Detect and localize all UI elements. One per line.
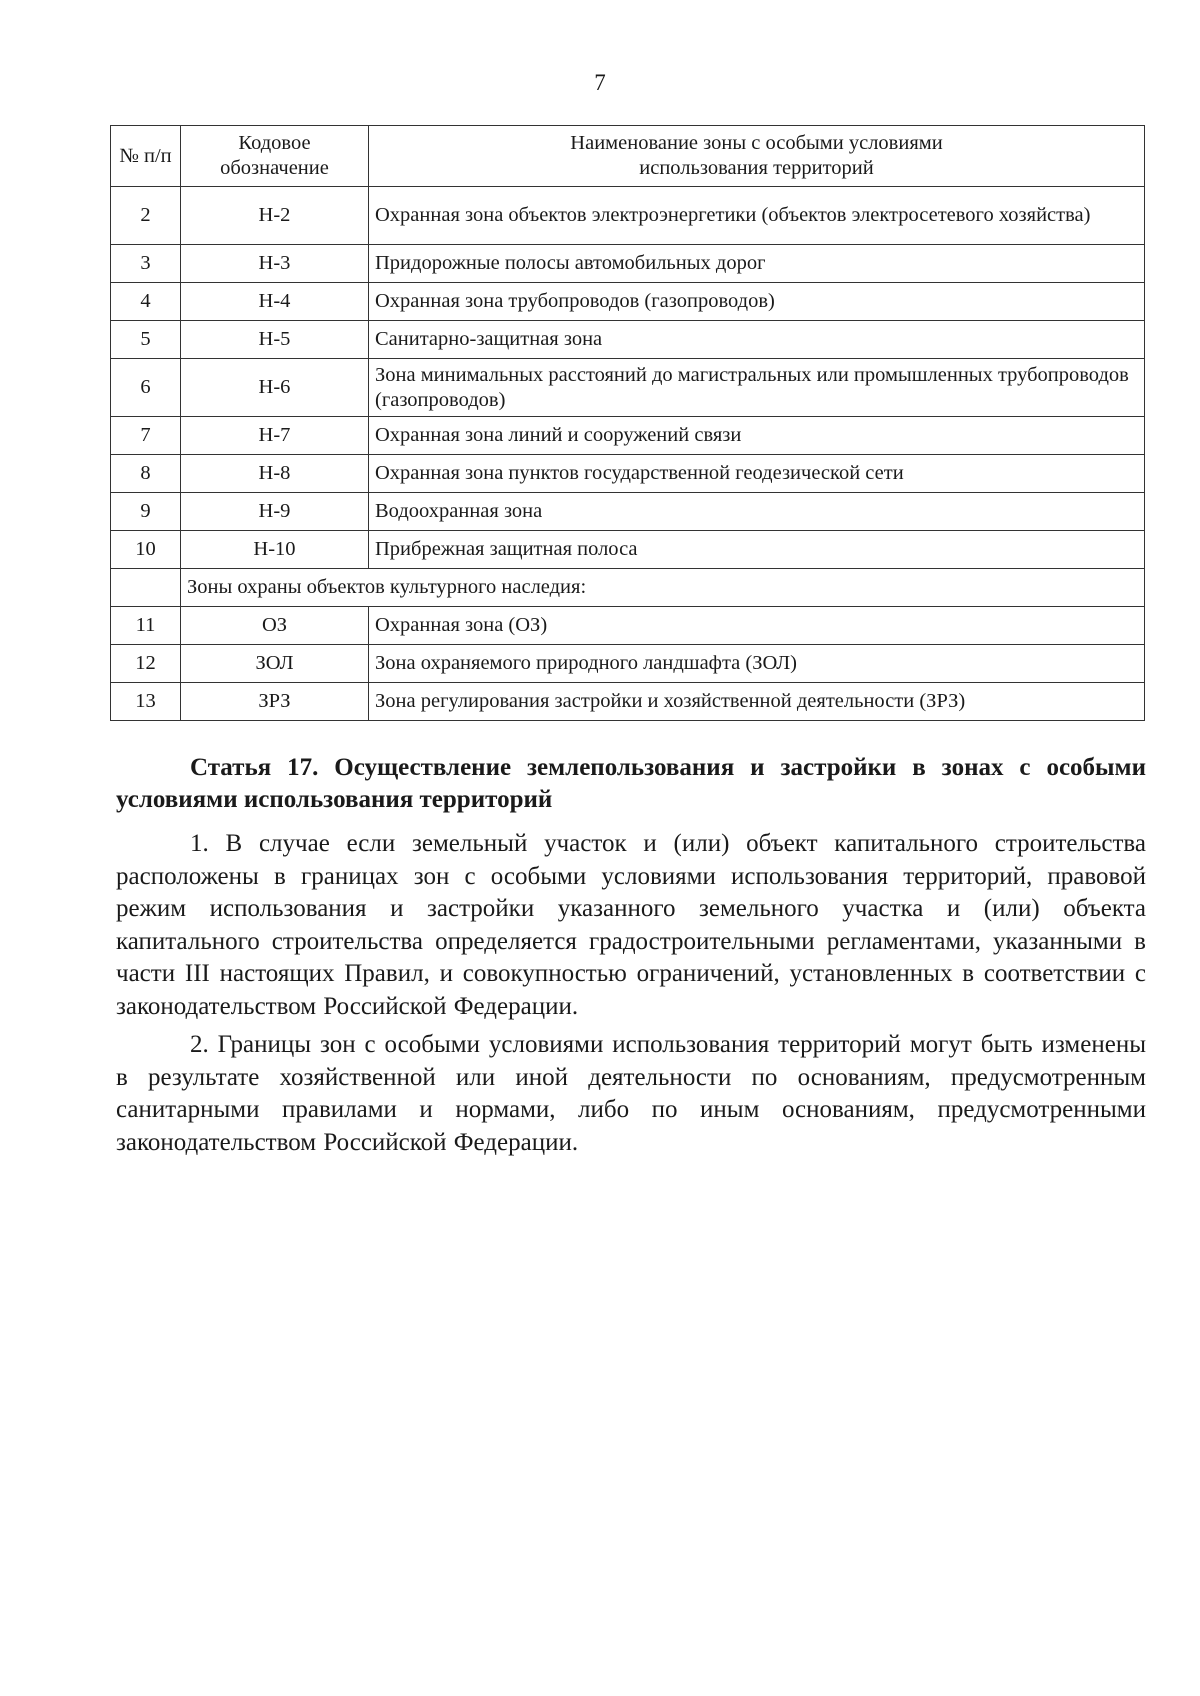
row-name: Зона минимальных расстояний до магистральных или промышленных трубопроводов (газопроводов) — [369, 359, 1145, 417]
zones-table — [110, 125, 1145, 721]
header-code — [181, 126, 369, 187]
header-name-line2: использования территорий — [639, 157, 874, 179]
row-code: Н-3 — [181, 245, 369, 283]
section-num-empty — [111, 569, 181, 607]
row-name: Охранная зона трубопроводов (газопроводов) — [369, 283, 1145, 321]
header-name — [369, 126, 1145, 187]
row-name: Прибрежная защитная полоса — [369, 531, 1145, 569]
section-heading: Зоны охраны объектов культурного наследия: — [181, 569, 1145, 607]
article-title: Статья 17. Осуществление землепользования и застройки в зонах с особыми условиями использования территорий — [116, 754, 1146, 813]
row-code: Н-7 — [181, 417, 369, 455]
table-header-row — [111, 126, 1145, 187]
row-name: Зона охраняемого природного ландшафта (ЗОЛ) — [369, 645, 1145, 683]
table-row — [111, 455, 1145, 493]
row-name: Водоохранная зона — [369, 493, 1145, 531]
row-num: 11 — [111, 607, 181, 645]
row-num: 2 — [111, 187, 181, 245]
row-code: Н-10 — [181, 531, 369, 569]
row-num: 13 — [111, 683, 181, 721]
page-number: 7 — [594, 70, 606, 95]
row-code: ОЗ — [181, 607, 369, 645]
table-row — [111, 683, 1145, 721]
row-num: 7 — [111, 417, 181, 455]
paragraph-1: 1. В случае если земельный участок и (или) объект капитального строительства расположены в границах зон с особыми условиями использования территорий, правовой режим использования и застройки указанного земельного участка и (или) объекта капитального строительства определяется градостроительными регламентами, указанными в части III настоящих Правил, и совокупностью ограничений, установленных в соответствии с законодательством Российской Федерации. — [116, 830, 1146, 1020]
row-code: Н-4 — [181, 283, 369, 321]
row-code: Н-9 — [181, 493, 369, 531]
table-row — [111, 283, 1145, 321]
header-code-line2: обозначение — [220, 157, 329, 179]
row-code: Н-6 — [181, 359, 369, 417]
header-code-line1: Кодовое — [238, 132, 311, 154]
header-name-line1: Наименование зоны с особыми условиями — [570, 132, 943, 154]
table-row — [111, 359, 1145, 417]
row-name: Охранная зона (ОЗ) — [369, 607, 1145, 645]
table-row — [111, 187, 1145, 245]
table-row — [111, 245, 1145, 283]
article-17 — [116, 752, 1146, 1165]
row-num: 12 — [111, 645, 181, 683]
row-name: Зона регулирования застройки и хозяйственной деятельности (ЗРЗ) — [369, 683, 1145, 721]
header-num: № п/п — [111, 126, 181, 187]
row-code: Н-2 — [181, 187, 369, 245]
row-num: 4 — [111, 283, 181, 321]
row-name: Охранная зона линий и сооружений связи — [369, 417, 1145, 455]
row-code: Н-8 — [181, 455, 369, 493]
table-section-row — [111, 569, 1145, 607]
row-num: 6 — [111, 359, 181, 417]
row-name: Придорожные полосы автомобильных дорог — [369, 245, 1145, 283]
table-row — [111, 645, 1145, 683]
row-num: 3 — [111, 245, 181, 283]
paragraph-2: 2. Границы зон с особыми условиями использования территорий могут быть изменены в результате хозяйственной или иной деятельности по основаниям, предусмотренным санитарными правилами и нормами, либо по иным основаниям, предусмотренными законодательством Российской Федерации. — [116, 1031, 1146, 1156]
row-num: 10 — [111, 531, 181, 569]
table-row — [111, 531, 1145, 569]
row-num: 8 — [111, 455, 181, 493]
row-code: ЗРЗ — [181, 683, 369, 721]
table-row — [111, 493, 1145, 531]
row-num: 5 — [111, 321, 181, 359]
row-name: Охранная зона объектов электроэнергетики (объектов электросетевого хозяйства) — [369, 187, 1145, 245]
row-code: ЗОЛ — [181, 645, 369, 683]
table-row — [111, 607, 1145, 645]
table-row — [111, 417, 1145, 455]
row-name: Санитарно-защитная зона — [369, 321, 1145, 359]
row-num: 9 — [111, 493, 181, 531]
row-code: Н-5 — [181, 321, 369, 359]
row-name: Охранная зона пунктов государственной геодезической сети — [369, 455, 1145, 493]
table-row — [111, 321, 1145, 359]
